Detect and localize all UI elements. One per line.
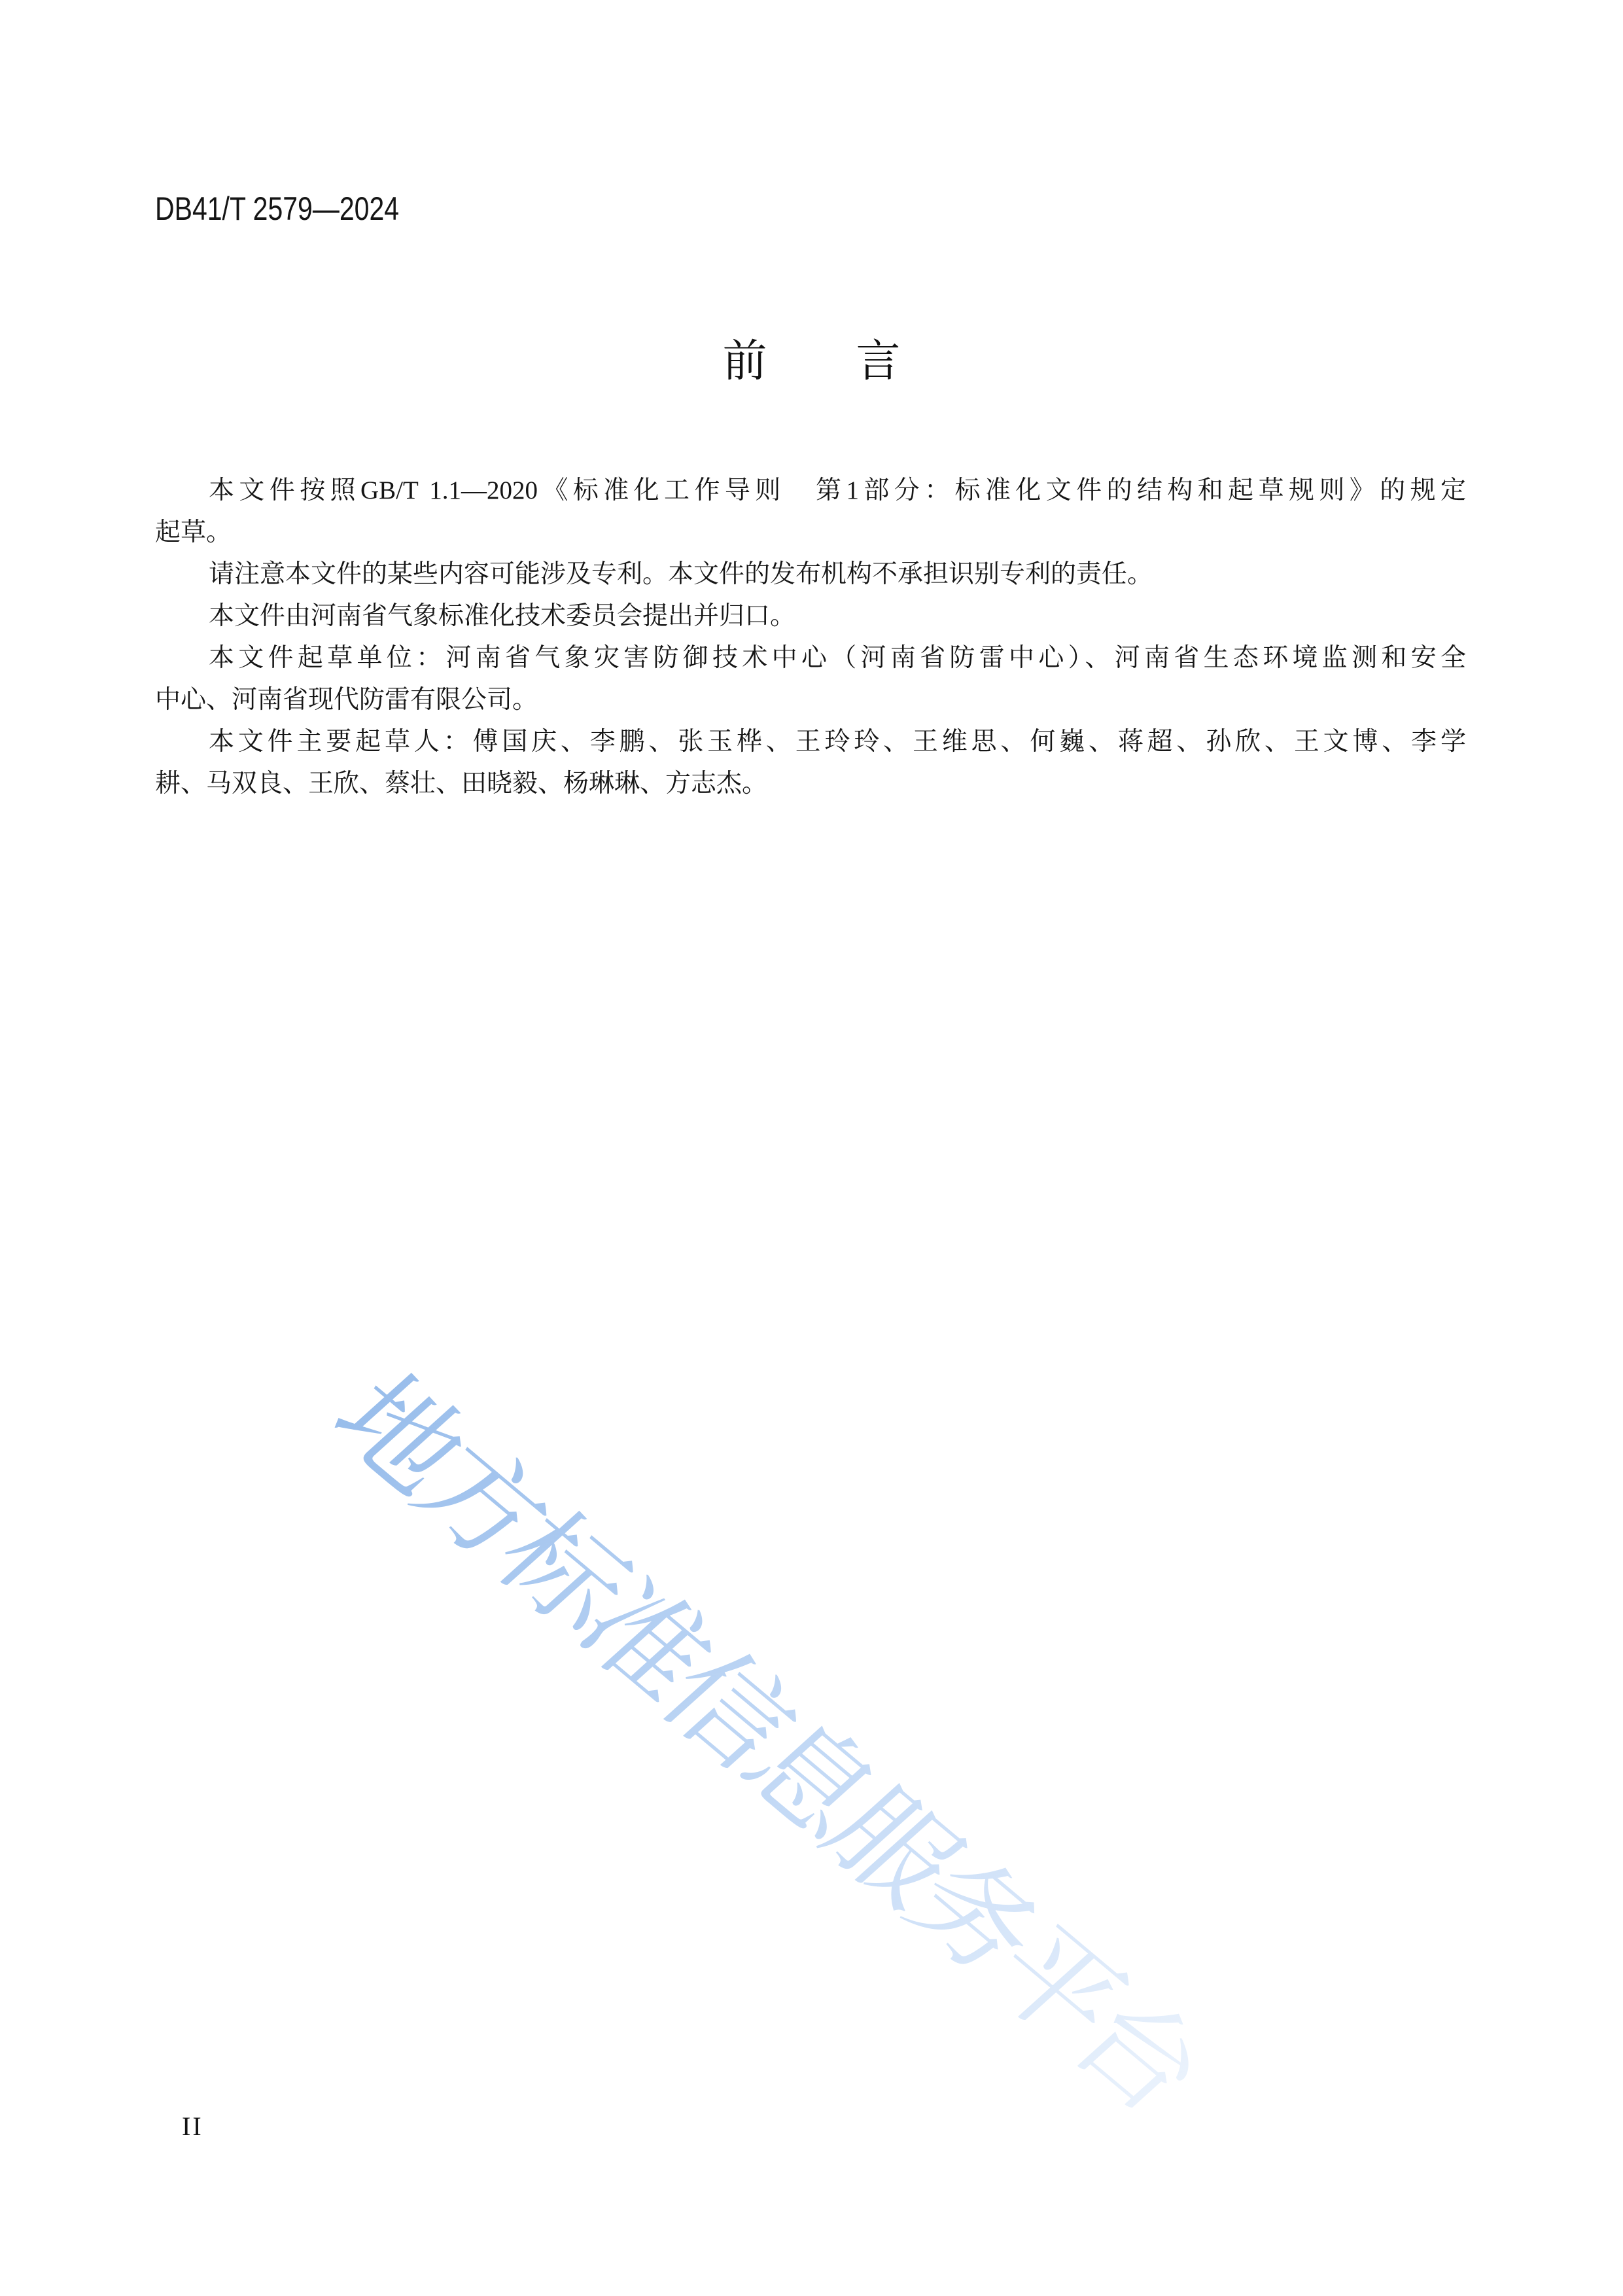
foreword-title: 前 言 bbox=[722, 336, 901, 386]
foreword-body bbox=[155, 470, 1466, 805]
foreword-line: 起草。 bbox=[155, 518, 232, 546]
page-number: II bbox=[182, 2111, 203, 2141]
foreword-line: 耕、马双良、王欣、蔡壮、田晓毅、杨琳琳、方志杰。 bbox=[155, 769, 768, 798]
foreword-line: 本文件由河南省气象标准化技术委员会提出并归口。 bbox=[209, 602, 796, 630]
foreword-line: 中心、河南省现代防雷有限公司。 bbox=[155, 686, 538, 714]
foreword-line: 请注意本文件的某些内容可能涉及专利。本文件的发布机构不承担识别专利的责任。 bbox=[209, 560, 1153, 588]
standard-number: DB41/T 2579—2024 bbox=[155, 190, 400, 227]
foreword-line: 本文件起草单位：河南省气象灾害防御技术中心（河南省防雷中心）、河南省生态环境监测和安全 bbox=[209, 644, 1466, 672]
foreword-line: 本文件按照GB/T 1.1—2020《标准化工作导则 第1部分：标准化文件的结构和起草规则》的规定 bbox=[209, 476, 1466, 504]
foreword-line: 本文件主要起草人：傅国庆、李鹏、张玉桦、王玲玲、王维思、何巍、蒋超、孙欣、王文博、李学 bbox=[209, 728, 1466, 756]
watermark-text: 地方标准信息服务平台 bbox=[301, 1335, 1247, 2136]
